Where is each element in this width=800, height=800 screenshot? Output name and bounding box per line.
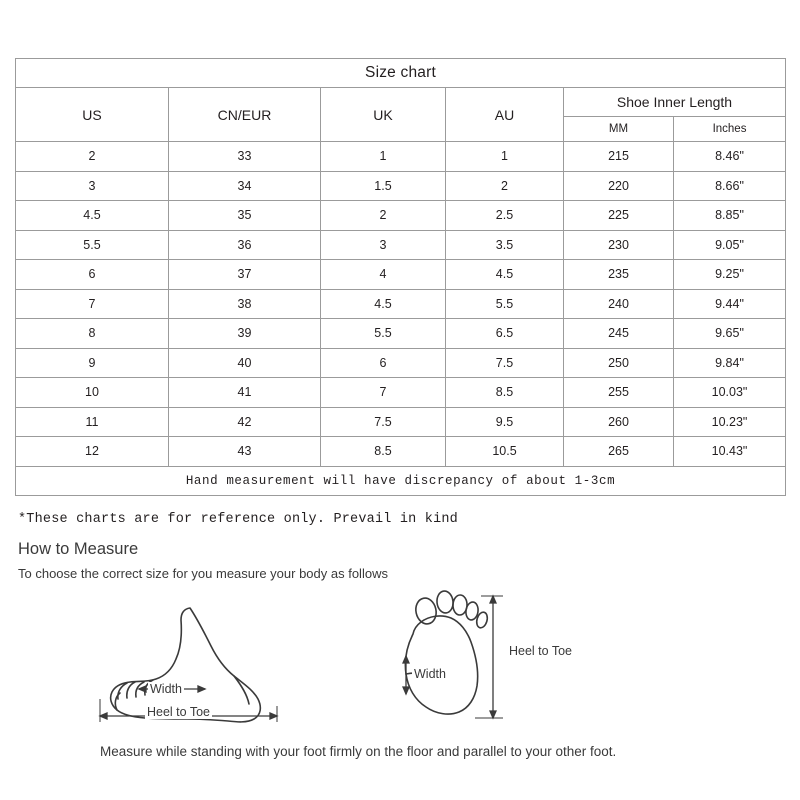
cell-us: 12 <box>16 437 169 467</box>
size-chart-table <box>15 58 786 496</box>
cell-au: 6.5 <box>446 319 564 349</box>
top-heel-to-toe-label: Heel to Toe <box>509 644 573 658</box>
cell-us: 7 <box>16 289 169 319</box>
cell-cn-eur: 35 <box>169 201 321 231</box>
column-header-cn-eur: CN/EUR <box>169 88 321 142</box>
cell-au: 8.5 <box>446 378 564 408</box>
table-row <box>16 407 786 437</box>
cell-inches: 10.03" <box>674 378 786 408</box>
cell-us: 8 <box>16 319 169 349</box>
table-row <box>16 230 786 260</box>
cell-au: 10.5 <box>446 437 564 467</box>
reference-only-note: *These charts are for reference only. Prevail in kind <box>18 512 458 527</box>
cell-us: 10 <box>16 378 169 408</box>
table-header-row <box>16 88 786 117</box>
cell-inches: 8.46" <box>674 142 786 172</box>
cell-uk: 7 <box>321 378 446 408</box>
cell-uk: 5.5 <box>321 319 446 349</box>
cell-uk: 8.5 <box>321 437 446 467</box>
cell-mm: 220 <box>564 171 674 201</box>
table-row <box>16 260 786 290</box>
cell-inches: 10.43" <box>674 437 786 467</box>
cell-mm: 235 <box>564 260 674 290</box>
table-row <box>16 171 786 201</box>
cell-inches: 9.65" <box>674 319 786 349</box>
cell-mm: 240 <box>564 289 674 319</box>
top-width-arrow <box>403 656 409 694</box>
cell-cn-eur: 42 <box>169 407 321 437</box>
cell-us: 3 <box>16 171 169 201</box>
foot-measure-illustration <box>15 586 785 738</box>
cell-inches: 8.85" <box>674 201 786 231</box>
cell-cn-eur: 36 <box>169 230 321 260</box>
cell-mm: 250 <box>564 348 674 378</box>
cell-uk: 1 <box>321 142 446 172</box>
cell-cn-eur: 41 <box>169 378 321 408</box>
cell-cn-eur: 43 <box>169 437 321 467</box>
column-header-au: AU <box>446 88 564 142</box>
table-row <box>16 348 786 378</box>
size-chart-body <box>16 142 786 496</box>
table-footer-row <box>16 466 786 495</box>
table-row <box>16 437 786 467</box>
cell-mm: 245 <box>564 319 674 349</box>
side-width-label: Width <box>150 682 182 696</box>
cell-us: 4.5 <box>16 201 169 231</box>
cell-mm: 260 <box>564 407 674 437</box>
column-header-shoe-inner-length: Shoe Inner Length <box>564 88 786 117</box>
cell-cn-eur: 37 <box>169 260 321 290</box>
cell-uk: 7.5 <box>321 407 446 437</box>
column-header-mm: MM <box>564 117 674 142</box>
table-row <box>16 289 786 319</box>
cell-inches: 9.05" <box>674 230 786 260</box>
cell-mm: 215 <box>564 142 674 172</box>
cell-us: 11 <box>16 407 169 437</box>
cell-uk: 1.5 <box>321 171 446 201</box>
cell-us: 9 <box>16 348 169 378</box>
cell-us: 6 <box>16 260 169 290</box>
cell-inches: 9.44" <box>674 289 786 319</box>
cell-uk: 4.5 <box>321 289 446 319</box>
size-chart-container <box>15 58 785 496</box>
cell-cn-eur: 33 <box>169 142 321 172</box>
cell-mm: 225 <box>564 201 674 231</box>
cell-au: 1 <box>446 142 564 172</box>
cell-au: 5.5 <box>446 289 564 319</box>
side-heel-to-toe-label: Heel to Toe <box>147 705 211 719</box>
table-row <box>16 201 786 231</box>
measurement-diagrams <box>15 586 785 738</box>
cell-cn-eur: 40 <box>169 348 321 378</box>
cell-inches: 9.25" <box>674 260 786 290</box>
hand-measurement-note: Hand measurement will have discrepancy of about 1-3cm <box>16 466 786 495</box>
cell-us: 5.5 <box>16 230 169 260</box>
table-row <box>16 142 786 172</box>
cell-uk: 6 <box>321 348 446 378</box>
table-row <box>16 378 786 408</box>
cell-uk: 2 <box>321 201 446 231</box>
column-header-us: US <box>16 88 169 142</box>
how-to-measure-subtitle: To choose the correct size for you measure your body as follows <box>18 566 388 581</box>
cell-us: 2 <box>16 142 169 172</box>
cell-uk: 3 <box>321 230 446 260</box>
cell-cn-eur: 34 <box>169 171 321 201</box>
cell-mm: 230 <box>564 230 674 260</box>
cell-inches: 9.84" <box>674 348 786 378</box>
chart-title: Size chart <box>16 59 786 88</box>
cell-au: 2.5 <box>446 201 564 231</box>
cell-au: 4.5 <box>446 260 564 290</box>
cell-uk: 4 <box>321 260 446 290</box>
measure-footer-note: Measure while standing with your foot firmly on the floor and parallel to your other foot. <box>100 744 617 759</box>
cell-cn-eur: 38 <box>169 289 321 319</box>
top-width-label: Width <box>414 667 446 681</box>
table-title-row <box>16 59 786 88</box>
cell-inches: 8.66" <box>674 171 786 201</box>
cell-mm: 255 <box>564 378 674 408</box>
column-header-uk: UK <box>321 88 446 142</box>
cell-mm: 265 <box>564 437 674 467</box>
column-header-inches: Inches <box>674 117 786 142</box>
cell-au: 3.5 <box>446 230 564 260</box>
cell-inches: 10.23" <box>674 407 786 437</box>
how-to-measure-title: How to Measure <box>18 540 139 558</box>
cell-cn-eur: 39 <box>169 319 321 349</box>
table-row <box>16 319 786 349</box>
cell-au: 2 <box>446 171 564 201</box>
cell-au: 9.5 <box>446 407 564 437</box>
cell-au: 7.5 <box>446 348 564 378</box>
